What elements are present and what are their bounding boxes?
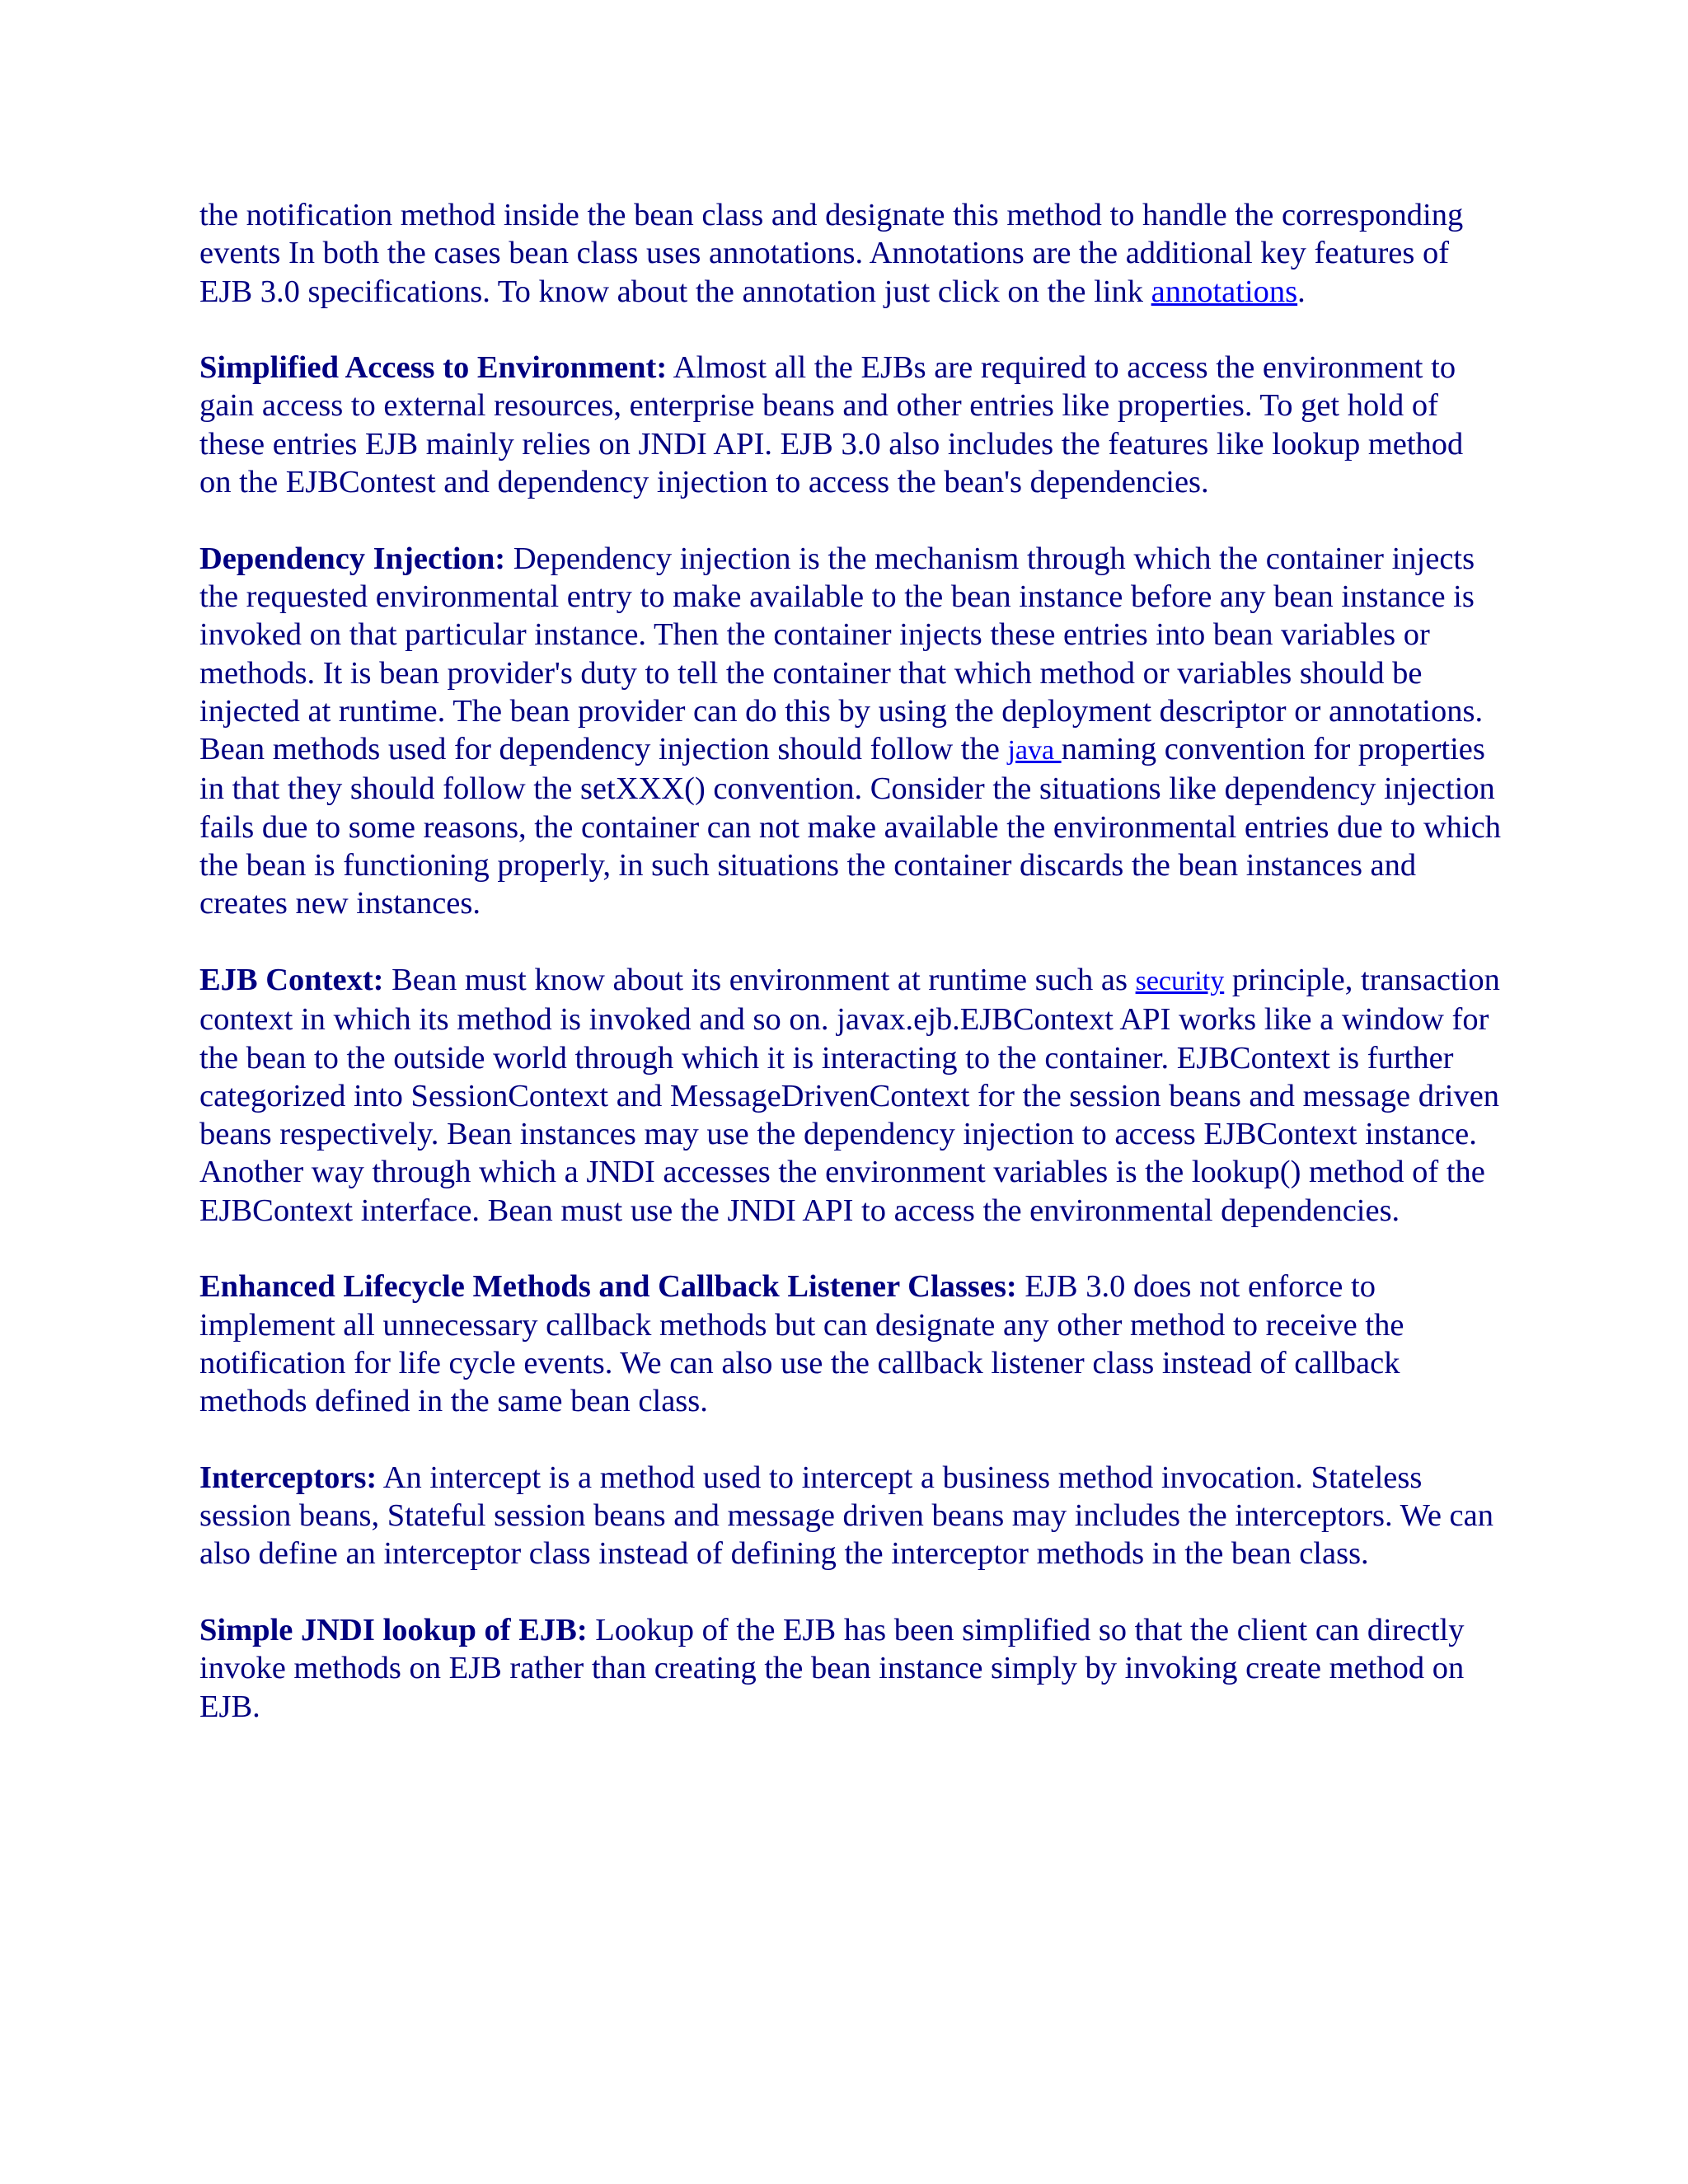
- paragraph-notification-methods: [199, 196, 1502, 311]
- paragraph-text: Dependency injection is the mechanism through which the container injects the requested environmental entry to make available to the bean instance before any bean instance is invoked on that particular instance. Then the container injects these entries into bean variables or methods. It is bean provider's duty to tell the container that which method or variables should be injected at runtime. The bean provider can do this by using the deployment descriptor or annotations. Bean methods used for dependency injection should follow the: [199, 541, 1484, 767]
- paragraph-text: Almost all the EJBs are required to access the environment to gain access to external resources, enterprise beans and other entries like properties. To get hold of these entries EJB mainly relies on JNDI API. EJB 3.0 also includes the features like lookup method on the EJBContest and dependency injection to access the bean's dependencies.: [199, 350, 1464, 500]
- paragraph-dependency-injection: [199, 540, 1502, 923]
- term-heading: EJB Context:: [199, 962, 384, 997]
- paragraph-text: principle, transaction context in which its method is invoked and so on. javax.ejb.EJBContext API works like a window for the bean to the outside world through which it is interacting to the container. EJBContext is further categorized into SessionContext and MessageDrivenContext for the session beans and message driven beans respectively. Bean instances may use the dependency injection to access EJBContext instance. Another way through which a JNDI accesses the environment variables is the lookup() method of the EJBContext interface. Bean must use the JNDI API to access the environmental dependencies.: [199, 962, 1500, 1228]
- term-heading: Interceptors:: [199, 1460, 377, 1495]
- document-page: [199, 196, 1502, 1764]
- paragraph-text: .: [1297, 274, 1306, 309]
- java-link[interactable]: java: [1007, 735, 1062, 766]
- paragraph-ejb-context: [199, 961, 1502, 1230]
- paragraph-simplified-access: [199, 349, 1502, 501]
- annotations-link[interactable]: annotations: [1151, 274, 1298, 309]
- term-heading: Simple JNDI lookup of EJB:: [199, 1612, 588, 1647]
- paragraph-text: Lookup of the EJB has been simplified so that the client can directly invoke methods on EJB rather than creating the bean instance simply by invoking create method on EJB.: [199, 1612, 1465, 1724]
- term-heading: Simplified Access to Environment:: [199, 350, 668, 386]
- paragraph-text: Bean must know about its environment at runtime such as: [383, 962, 1136, 997]
- paragraph-text: EJB 3.0 does not enforce to implement all unnecessary callback methods but can designate any other method to receive the notification for life cycle events. We can also use the callback listener class instead of callback methods defined in the same bean class.: [199, 1269, 1404, 1419]
- security-link[interactable]: security: [1135, 965, 1225, 996]
- term-heading: Enhanced Lifecycle Methods and Callback Listener Classes:: [199, 1269, 1017, 1305]
- paragraph-jndi-lookup: [199, 1611, 1502, 1726]
- paragraph-interceptors: [199, 1459, 1502, 1573]
- paragraph-text: naming convention for properties in that they should follow the setXXX() convention. Consider the situations like dependency injection fails due to some reasons, the container can not make available the environmental entries due to which the bean is functioning properly, in such situations the container discards the bean instances and creates new instances.: [199, 732, 1502, 921]
- paragraph-text: the notification method inside the bean class and designate this method to handle the corresponding events In both the cases bean class uses annotations. Annotations are the additional key features of EJB 3.0 specifications. To know about the annotation just click on the link: [199, 198, 1464, 309]
- paragraph-text: An intercept is a method used to intercept a business method invocation. Stateless session beans, Stateful session beans and message driven beans may includes the interceptors. We can also define an interceptor class instead of defining the interceptor methods in the bean class.: [199, 1460, 1493, 1572]
- term-heading: Dependency Injection:: [199, 541, 506, 576]
- paragraph-lifecycle-methods: [199, 1268, 1502, 1420]
